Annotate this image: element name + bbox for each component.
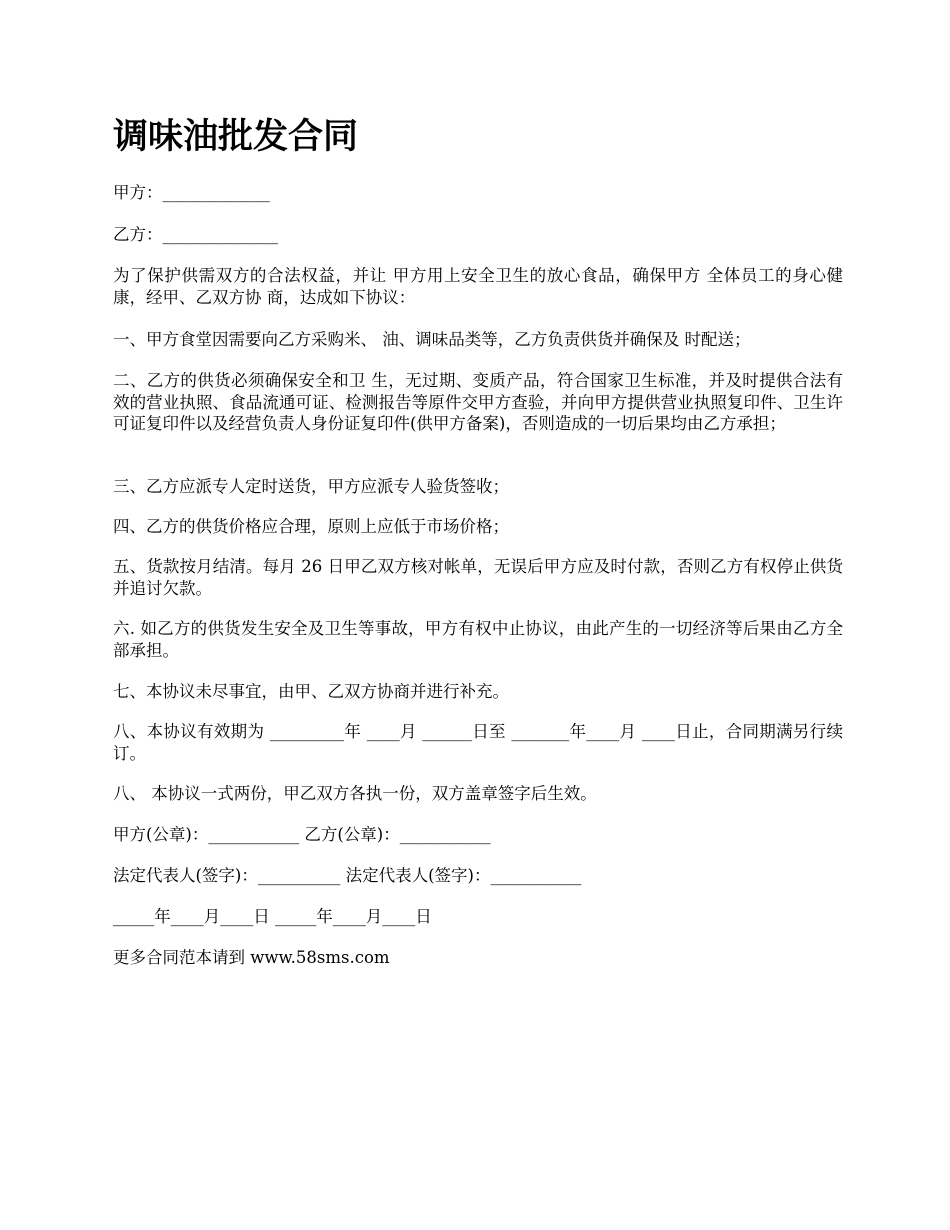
clause-8-term: 八、本协议有效期为 _________年 ____月 ______日至 _______年____月 ____日止，合同期满另行续订。 (113, 722, 843, 763)
intro-paragraph: 为了保护供需双方的合法权益，并让 甲方用上安全卫生的放心食品，确保甲方 全体员工的身心健康，经甲、乙双方协 商，达成如下协议： (113, 266, 843, 307)
signature-representative-line: 法定代表人(签字)：__________ 法定代表人(签字)：___________ (113, 866, 582, 885)
document-title: 调味油批发合同 (113, 117, 359, 157)
signature-seal-line: 甲方(公章)：___________ 乙方(公章)：___________ (113, 825, 491, 844)
clause-6: 六. 如乙方的供货发生安全及卫生等事故，甲方有权中止协议，由此产生的一切经济等后果由乙方全部承担。 (113, 619, 843, 660)
clause-7: 七、本协议未尽事宜，由甲、乙双方协商并进行补充。 (113, 682, 509, 701)
clause-5: 五、货款按月结清。每月 26 日甲乙双方核对帐单，无误后甲方应及时付款，否则乙方有权停止供货并追讨欠款。 (113, 557, 843, 598)
clause-1: 一、甲方食堂因需要向乙方采购米、 油、调味品类等，乙方负责供货并确保及 时配送； (113, 330, 751, 349)
party-b-line: 乙方：______________ (113, 225, 278, 244)
clause-8-copies: 八、 本协议一式两份，甲乙双方各执一份，双方盖章签字后生效。 (113, 784, 597, 803)
clause-4: 四、乙方的供货价格应合理，原则上应低于市场价格； (113, 517, 509, 536)
clause-2: 二、乙方的供货必须确保安全和卫 生，无过期、变质产品，符合国家卫生标准，并及时提供合法有效的营业执照、食品流通可证、检测报告等原件交甲方查验，并向甲方提供营业执照复印件、卫生许可证复印件以及经营负责人身份证复印件(供甲方备案)，否则造成的一切后果均由乙方承担； (113, 371, 843, 433)
footer-link-text: 更多合同范本请到 www.58sms.com (113, 948, 390, 967)
clause-3: 三、乙方应派专人定时送货，甲方应派专人验货签收； (113, 477, 509, 496)
signature-date-line: _____年____月____日 _____年____月____日 (113, 907, 432, 926)
party-a-line: 甲方：_____________ (113, 183, 270, 202)
